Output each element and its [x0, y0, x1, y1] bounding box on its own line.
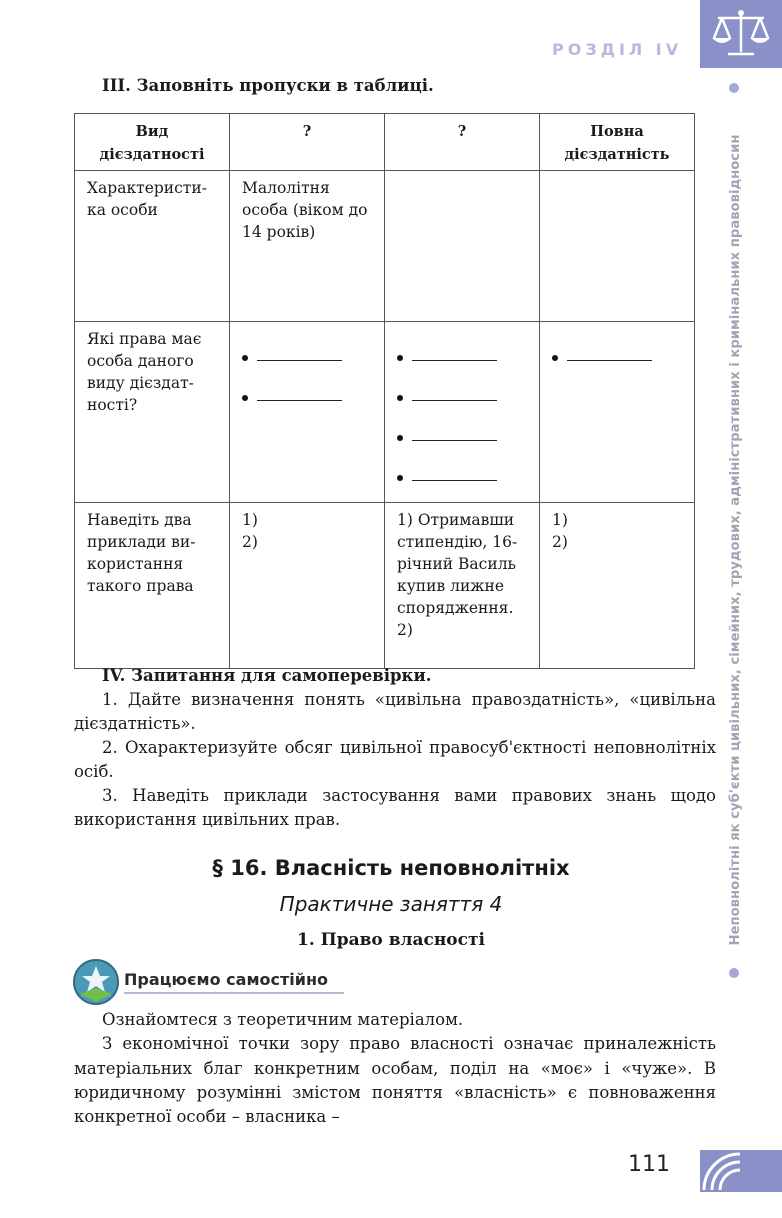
task3-heading: III. Заповніть пропуски в таблиці.	[102, 76, 434, 95]
corner-tab	[700, 0, 782, 68]
paragraph-subtitle: Практичне заняття 4	[279, 892, 503, 916]
question-item: 3. Наведіть приклади застосування вами правових знань щодо використання цивільних прав.	[74, 786, 716, 829]
blank-line[interactable]	[552, 338, 684, 378]
corner-decoration	[700, 1150, 782, 1192]
blank-line[interactable]	[397, 418, 529, 458]
row-label: Наведіть два приклади ви-користання такого права	[75, 503, 230, 669]
sidebar-dot-bottom	[729, 968, 739, 978]
table-row	[75, 322, 695, 503]
table-cell	[540, 171, 695, 322]
table-header-cell: ?	[385, 114, 540, 171]
section-label: РОЗДІЛ IV	[552, 40, 683, 59]
table-row	[75, 503, 695, 669]
fill-in-table	[74, 113, 695, 669]
table-cell	[540, 503, 695, 669]
body-paragraph: З економічної точки зору право власності означає приналежність матеріальних благ конкретним особам, поділ на «моє» і «чуже». В юридичному розумінні змістом поняття «власність» є повноваження конкретної особи – власника –	[74, 1034, 716, 1127]
work-independently-label: Працюємо самостійно	[124, 970, 344, 994]
row-label: Які права має особа даного виду дієздат-ності?	[75, 322, 230, 503]
blank-line[interactable]	[397, 378, 529, 418]
bullet-icon	[242, 395, 248, 401]
table-cell	[385, 171, 540, 322]
paragraph-body	[74, 1008, 716, 1129]
example-line: 1)	[242, 511, 258, 529]
row-label: Характеристи-ка особи	[75, 171, 230, 322]
blank-line[interactable]	[242, 378, 374, 418]
bullet-icon	[397, 395, 403, 401]
blank-line[interactable]	[242, 338, 374, 378]
example-line: 1) Отримавши стипендію, 16-річний Василь купив лижне спорядження.	[397, 511, 518, 617]
blank-cell	[385, 322, 540, 503]
paragraph-subheading: 1. Право власності	[297, 930, 485, 950]
table-row	[75, 171, 695, 322]
body-paragraph: Ознайомтеся з теоретичним матеріалом.	[102, 1010, 464, 1029]
blank-line[interactable]	[397, 458, 529, 498]
bullet-icon	[397, 355, 403, 361]
waves-icon	[700, 1150, 782, 1192]
bullet-icon	[397, 475, 403, 481]
table-header-cell: Повна дієздатність	[540, 114, 695, 171]
example-line: 2)	[397, 621, 413, 639]
task4-heading: IV. Запитання для самоперевірки.	[102, 666, 432, 685]
blank-cell	[230, 322, 385, 503]
blank-line[interactable]	[397, 338, 529, 378]
sidebar-vertical-text: Неповнолітні як суб'єкти цивільних, сімейних, трудових, адміністративних і кримінальних правовідносин	[728, 134, 743, 946]
example-line: 1)	[552, 511, 568, 529]
task4-block	[74, 664, 716, 832]
table-cell	[230, 503, 385, 669]
bullet-icon	[397, 435, 403, 441]
question-item: 1. Дайте визначення понять «цивільна правоздатність», «цивільна дієздатність».	[74, 690, 716, 733]
question-item: 2. Охарактеризуйте обсяг цивільної правосуб'єктності неповнолітніх осіб.	[74, 738, 716, 781]
bullet-icon	[242, 355, 248, 361]
table-header-row	[75, 114, 695, 171]
sidebar-dot-top	[729, 83, 739, 93]
scales-icon	[710, 6, 772, 62]
example-line: 2)	[242, 533, 258, 551]
table-cell	[385, 503, 540, 669]
bullet-icon	[552, 355, 558, 361]
example-line: 2)	[552, 533, 568, 551]
page-number: 111	[628, 1152, 670, 1177]
blank-cell	[540, 322, 695, 503]
table-header-cell: ?	[230, 114, 385, 171]
table-cell: Малолітня особа (віком до 14 років)	[230, 171, 385, 322]
table-header-cell: Вид дієздатності	[75, 114, 230, 171]
paragraph-title: § 16. Власність неповнолітніх	[212, 856, 570, 880]
book-star-icon	[72, 958, 120, 1010]
